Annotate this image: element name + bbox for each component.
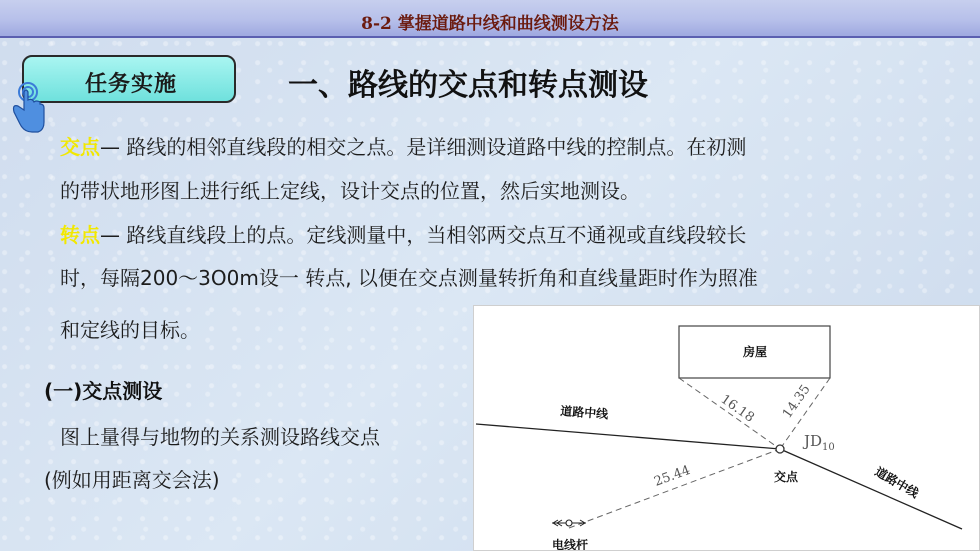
road-centerline-right (780, 449, 962, 529)
jd-definition-line2: 的带状地形图上进行纸上定线，设计交点的位置，然后实地测设。 (60, 179, 640, 203)
jd-term: 交点 (60, 135, 100, 159)
jd-label (802, 432, 835, 453)
intersection-label: 交点 (774, 470, 799, 484)
pole-symbol-icon (552, 520, 586, 526)
pointing-hand-icon (4, 80, 48, 136)
zd-line1-text: — 路线直线段上的点。定线测量中，当相邻两交点互不通视或直线段较长 (100, 223, 747, 247)
zd-definition-line2: 时，每隔200～3O0m设一 转点, 以便在交点测量转折角和直线量距时作为照准 (60, 266, 758, 290)
zd-definition-line3: 和定线的目标。 (60, 318, 200, 342)
jd-point-marker (776, 445, 784, 453)
distance-intersection-diagram (473, 305, 980, 551)
task-tag-button[interactable] (22, 55, 236, 103)
zd-term: 转点 (60, 223, 100, 247)
subsection-line1: 图上量得与地物的关系测设路线交点 (60, 425, 380, 449)
zd-definition-line1 (60, 219, 746, 248)
dist-label-2: 14.35 (779, 382, 814, 422)
dist-line-house-left (679, 378, 780, 449)
pole-label: 电线杆 (552, 538, 589, 550)
section-heading: 一、路线的交点和转点测设 (288, 68, 648, 103)
task-tag-label: 任务实施 (84, 72, 177, 97)
road-label-left: 道路中线 (559, 404, 609, 422)
road-label-right: 道路中线 (872, 464, 922, 501)
header-bar (0, 0, 980, 38)
house-label: 房屋 (742, 345, 768, 359)
dist-label-1: 16.18 (717, 391, 757, 426)
road-centerline-left (476, 424, 780, 449)
header-title: 8-2 掌握道路中线和曲线测设方法 (361, 14, 619, 34)
jd-line1-text: — 路线的相邻直线段的相交之点。是详细测设道路中线的控制点。在初测 (100, 135, 747, 159)
diagram-svg (474, 306, 979, 550)
jd-label-text: JD (804, 432, 823, 450)
jd-subscript: 10 (822, 442, 835, 453)
jd-definition-line1 (60, 131, 746, 160)
subsection-line2: (例如用距离交会法) (44, 468, 220, 492)
subsection-heading: (一)交点测设 (44, 379, 163, 403)
dist-line-pole (569, 449, 780, 528)
dist-label-3: 25.44 (652, 462, 693, 490)
